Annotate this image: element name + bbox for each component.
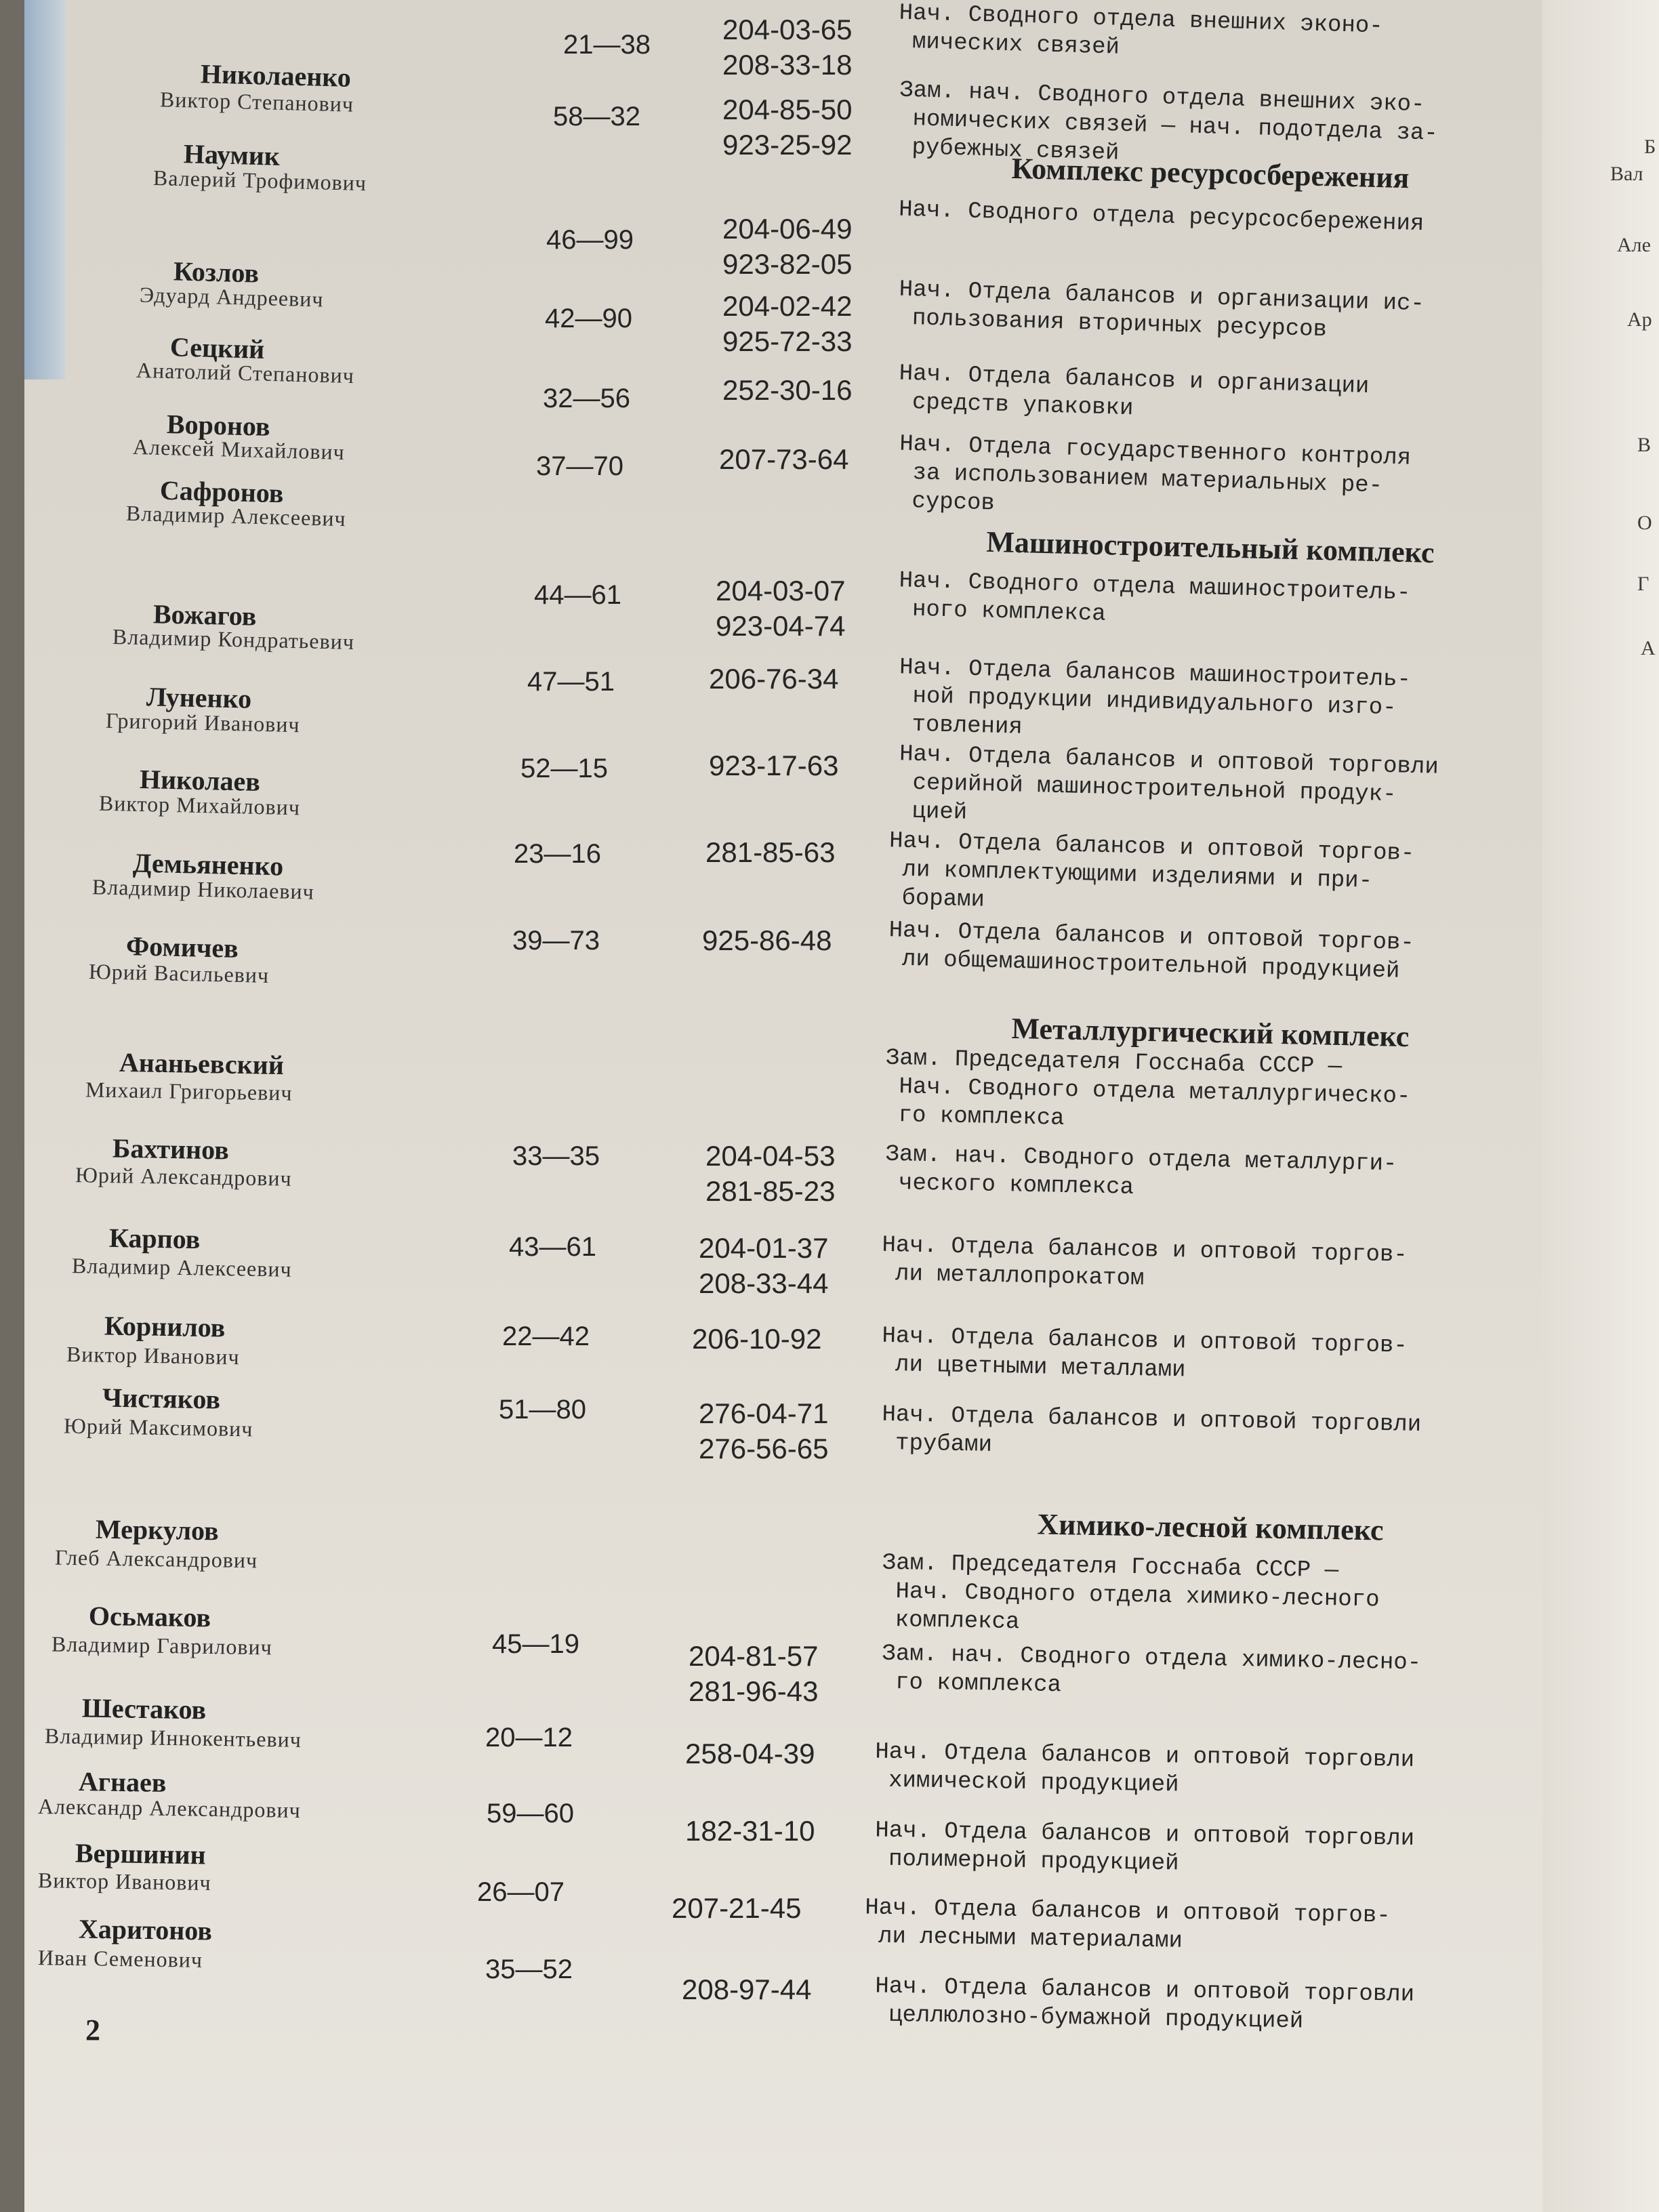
entry-position: Нач. Отдела балансов и оптовой торговли целлюлозно-бумажной продукцией	[874, 1973, 1415, 2035]
entry-position: Нач. Сводного отдела машиностроитель- ного комплекса	[898, 568, 1411, 628]
entry-phones: 204-02-42 925-72-33	[722, 290, 853, 357]
entry-surname: Николаенко	[200, 58, 352, 93]
entry-patronymic: Валерий Трофимович	[152, 165, 367, 196]
entry-patronymic: Владимир Николаевич	[91, 874, 315, 904]
entry-surname: Вожагов	[152, 598, 257, 632]
entry-patronymic: Владимир Кондратьевич	[112, 623, 355, 655]
entry-position: Нач. Сводного отдела ресурсосбережения	[898, 197, 1425, 238]
facing-page-fragment: Г	[1637, 573, 1650, 595]
facing-page-fragment: О	[1637, 512, 1652, 534]
previous-page-edge	[24, 0, 65, 380]
entry-patronymic: Владимир Алексеевич	[71, 1253, 292, 1282]
entry-patronymic: Михаил Григорьевич	[85, 1077, 293, 1105]
entry-patronymic: Эдуард Андреевич	[139, 282, 324, 312]
entry-patronymic: Виктор Иванович	[66, 1341, 240, 1370]
entry-patronymic: Юрий Васильевич	[88, 958, 270, 988]
entry-position: Зам. Председателя Госснаба СССР — Нач. Сводного отдела химико-лесного комплекса	[881, 1550, 1380, 1636]
entry-position: Нач. Отдела балансов и оптовой торгов- ли цветными металлами	[881, 1323, 1408, 1384]
entry-position: Нач. Отдела балансов и оптовой торговли химической продукцией	[874, 1739, 1415, 1799]
entry-room: 59—60	[487, 1799, 574, 1828]
entry-surname: Ананьевский	[119, 1046, 285, 1081]
entry-surname: Шестаков	[81, 1692, 207, 1725]
entry-patronymic: Владимир Иннокентьевич	[44, 1723, 302, 1752]
entry-room: 51—80	[499, 1395, 586, 1425]
entry-phones: 204-81-57 281-96-43	[689, 1640, 819, 1707]
entry-surname: Воронов	[166, 409, 271, 442]
entry-room: 42—90	[545, 304, 632, 333]
entry-phones: 204-06-49 923-82-05	[722, 213, 853, 280]
entry-patronymic: Александр Александрович	[37, 1793, 302, 1823]
entry-surname: Меркулов	[95, 1513, 220, 1547]
entry-surname: Фомичев	[125, 930, 239, 964]
entry-position: Нач. Отдела балансов и организации средств упаковки	[898, 361, 1370, 422]
entry-phones: 208-97-44	[682, 1973, 812, 2005]
entry-patronymic: Виктор Михайлович	[98, 790, 301, 820]
entry-patronymic: Владимир Гаврилович	[51, 1631, 273, 1660]
entry-patronymic: Глеб Александрович	[54, 1544, 258, 1573]
entry-patronymic: Анатолий Степанович	[136, 357, 355, 388]
facing-page-fragment: А	[1641, 637, 1656, 659]
facing-page-edge	[1542, 0, 1659, 2212]
entry-phones: 207-21-45	[672, 1892, 802, 1924]
entry-surname: Сецкий	[169, 331, 265, 365]
entry-phones: 204-03-65 208-33-18	[722, 14, 853, 81]
entry-phones: 923-17-63	[709, 750, 839, 781]
entry-room: 21—38	[563, 30, 651, 60]
entry-room: 32—56	[543, 384, 630, 413]
entry-room: 46—99	[546, 225, 634, 255]
facing-page-fragment: В	[1637, 434, 1652, 456]
entry-position: Зам. нач. Сводного отдела внешних эко- номических связей — нач. подотдела за- рубежных связей	[897, 77, 1439, 167]
directory-page	[24, 0, 1542, 2212]
entry-patronymic: Юрий Максимович	[63, 1413, 253, 1441]
entry-patronymic: Иван Семенович	[37, 1945, 203, 1972]
entry-patronymic: Юрий Александрович	[75, 1162, 293, 1191]
entry-room: 20—12	[485, 1723, 573, 1753]
facing-page-fragment: Б	[1644, 136, 1656, 158]
entry-position: Нач. Отдела балансов и оптовой торгов- ли металлопрокатом	[881, 1232, 1408, 1292]
entry-room: 47—51	[527, 667, 615, 697]
entry-room: 26—07	[477, 1877, 565, 1907]
entry-phones: 204-01-37 208-33-44	[699, 1232, 829, 1299]
entry-position: Нач. Сводного отдела внешних эконо- мических связей	[898, 0, 1384, 61]
entry-surname: Николаев	[139, 763, 261, 798]
entry-surname: Бахтинов	[112, 1132, 230, 1166]
entry-surname: Агнаев	[78, 1765, 167, 1799]
entry-room: 35—52	[485, 1954, 573, 1984]
facing-page-fragment: Але	[1617, 234, 1651, 256]
entry-surname: Луненко	[146, 681, 252, 714]
entry-position: Нач. Отдела балансов и оптовой торговли трубами	[881, 1401, 1422, 1458]
entry-phones: 252-30-16	[722, 374, 853, 406]
entry-position: Нач. Отдела балансов и оптовой торгов- ли комплектующими изделиями и при- борами	[887, 828, 1415, 914]
entry-phones: 276-04-71 276-56-65	[699, 1397, 829, 1465]
entry-phones: 206-10-92	[692, 1323, 822, 1355]
entry-patronymic: Григорий Иванович	[105, 708, 301, 737]
entry-room: 43—61	[509, 1232, 596, 1262]
entry-surname: Демьяненко	[132, 847, 284, 882]
page-number: 2	[85, 2013, 100, 2047]
entry-position: Зам. Председателя Госснаба СССР — Нач. Сводного отдела металлургическо- го комплекса	[884, 1045, 1411, 1132]
entry-position: Зам. нач. Сводного отдела металлурги- ческого комплекса	[884, 1141, 1397, 1201]
facing-page-fragment: Вал	[1610, 163, 1643, 185]
entry-position: Нач. Отдела балансов и оптовой торгов- ли общемашиностроительной продукцией	[888, 918, 1415, 985]
entry-patronymic: Владимир Алексеевич	[125, 500, 347, 531]
facing-page-fragment: Ар	[1627, 308, 1652, 331]
entry-phones: 182-31-10	[685, 1815, 815, 1847]
entry-room: 39—73	[512, 926, 600, 956]
entry-room: 23—16	[514, 839, 601, 869]
entry-position: Нач. Отдела балансов и оптовой торговли серийной машиностроительной продук- цией	[897, 741, 1439, 826]
entry-position: Зам. нач. Сводного отдела химико-лесно- го комплекса	[881, 1641, 1422, 1699]
entry-position: Нач. Отдела балансов и оптовой торговли полимерной продукцией	[874, 1818, 1415, 1877]
entry-room: 44—61	[534, 580, 621, 610]
entry-phones: 281-85-63	[705, 836, 836, 868]
entry-surname: Козлов	[173, 255, 260, 289]
entry-surname: Наумик	[183, 138, 281, 171]
entry-room: 52—15	[520, 754, 608, 783]
entry-phones: 204-03-07 923-04-74	[716, 575, 846, 642]
entry-patronymic: Виктор Иванович	[37, 1867, 211, 1896]
entry-position: Нач. Отдела государственного контроля за использованием материальных ре- сурсов	[897, 431, 1412, 517]
entry-surname: Корнилов	[104, 1310, 226, 1343]
entry-room: 45—19	[492, 1629, 579, 1659]
section-heading-resource-saving: Комплекс ресурсосбережения	[1010, 151, 1410, 195]
entry-room: 37—70	[536, 451, 623, 481]
entry-patronymic: Алексей Михайлович	[132, 434, 346, 465]
entry-room: 58—32	[553, 102, 640, 131]
entry-room: 33—35	[512, 1141, 600, 1171]
entry-surname: Вершинин	[75, 1837, 206, 1870]
entry-patronymic: Виктор Степанович	[159, 87, 354, 117]
entry-phones: 206-76-34	[709, 663, 839, 695]
entry-room: 22—42	[502, 1322, 590, 1351]
entry-phones: 925-86-48	[702, 924, 832, 956]
entry-phones: 258-04-39	[685, 1738, 815, 1769]
entry-surname: Сафронов	[159, 474, 285, 509]
entry-surname: Харитонов	[78, 1913, 213, 1946]
entry-phones: 204-04-53 281-85-23	[705, 1140, 836, 1207]
entry-position: Нач. Отдела балансов и организации ис- пользования вторичных ресурсов	[898, 276, 1425, 344]
entry-phones: 207-73-64	[719, 443, 849, 475]
section-heading-chemical-forest: Химико-лесной комплекс	[1037, 1507, 1384, 1547]
entry-surname: Осьмаков	[88, 1600, 211, 1633]
section-heading-metallurgical: Металлургический комплекс	[1011, 1011, 1410, 1054]
entry-surname: Карпов	[108, 1222, 201, 1255]
section-heading-machine-building: Машиностроительный комплекс	[985, 525, 1435, 570]
entry-surname: Чистяков	[102, 1382, 221, 1415]
entry-position: Нач. Отдела балансов и оптовой торгов- ли лесными материалами	[864, 1895, 1391, 1954]
entry-phones: 204-85-50 923-25-92	[722, 94, 853, 161]
entry-position: Нач. Отдела балансов машиностроитель- ной продукции индивидуального изго- товления	[897, 655, 1412, 741]
